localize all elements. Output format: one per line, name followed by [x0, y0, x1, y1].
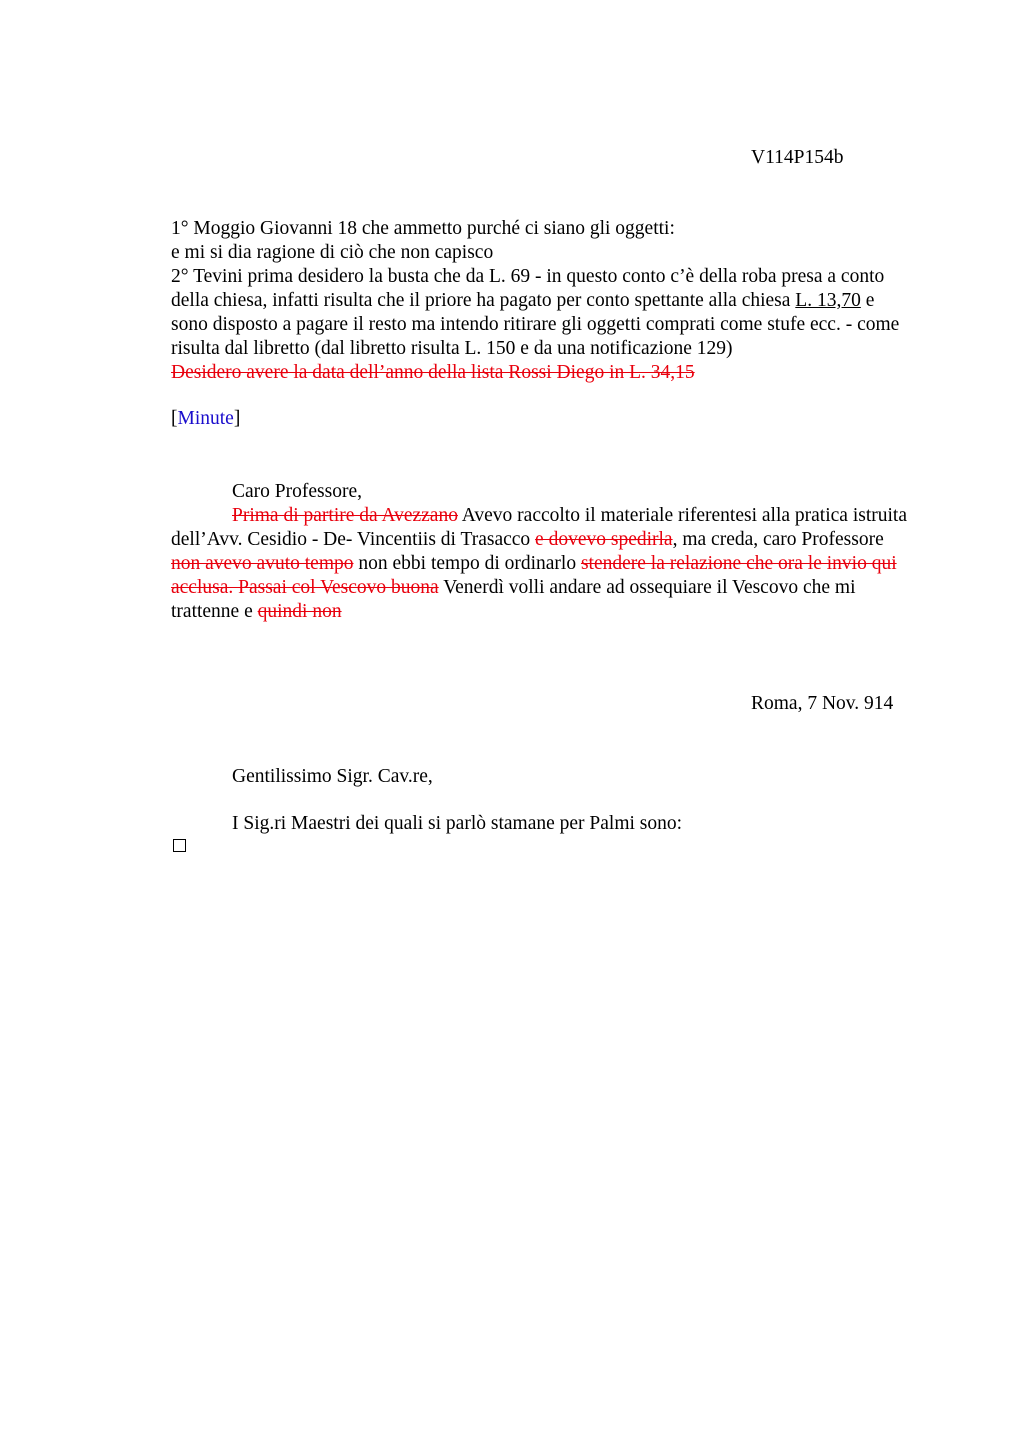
deleted-text-1: Prima di partire da Avezzano — [232, 505, 458, 526]
deleted-text-4: stendere la relazione che ora le invio qui acclusa. Passai col Vescovo buona — [171, 553, 897, 598]
note-line-3 — [171, 265, 911, 361]
minute-bracket-open: [ — [171, 408, 178, 429]
deleted-text-5: quindi non — [257, 601, 342, 622]
letter-1-text-1: Avevo raccolto il materiale riferentesi alla pratica istruita dell’Avv. Cesidio - De- Vincentiis di Trasacco — [171, 505, 907, 550]
underlined-amount: L. 13,70 — [795, 290, 861, 311]
letter-2-body: I Sig.ri Maestri dei quali si parlò stamane per Palmi sono: — [232, 813, 683, 834]
note-line-1: 1° Moggio Giovanni 18 che ammetto purché ci siano gli oggetti: — [171, 218, 675, 239]
letter-1-text-4: Venerdì volli andare ad ossequiare il Vescovo che mi trattenne e — [171, 577, 856, 622]
letter-1-salutation: Caro Professore, — [232, 481, 362, 502]
notes-section — [171, 217, 911, 385]
deleted-note-line: Desidero avere la data dell’anno della lista Rossi Diego in L. 34,15 — [171, 362, 695, 383]
document-id: V114P154b — [751, 147, 844, 168]
note-line-3-rest: e sono disposto a pagare il resto ma intendo ritirare gli oggetti comprati come stufe ecc. - come risulta dal libretto (dal libretto risulta L. 150 e da una notificazione 129) — [171, 290, 900, 359]
checkbox-icon[interactable] — [173, 839, 186, 852]
deleted-text-3: non avevo avuto tempo — [171, 553, 354, 574]
letter-1-text-3: non ebbi tempo di ordinarlo — [353, 553, 581, 574]
note-line-3-text: 2° Tevini prima desidero la busta che da L. 69 - in questo conto c’è della roba presa a conto della chiesa, infatti risulta che il priore ha pagato per conto spettante alla chiesa — [171, 266, 885, 311]
letter-1-body — [171, 504, 911, 624]
letter-2-salutation: Gentilissimo Sigr. Cav.re, — [232, 766, 433, 787]
minute-bracket-close: ] — [233, 408, 241, 429]
minute-marker — [171, 407, 240, 431]
dateline: Roma, 7 Nov. 914 — [751, 693, 894, 714]
note-line-2: e mi si dia ragione di ciò che non capisco — [171, 242, 494, 263]
minute-link[interactable]: Minute — [177, 408, 234, 429]
deleted-text-2: e dovevo spedirla — [535, 529, 673, 550]
letter-1 — [171, 480, 911, 624]
letter-1-text-2: , ma creda, caro Professore — [672, 529, 884, 550]
